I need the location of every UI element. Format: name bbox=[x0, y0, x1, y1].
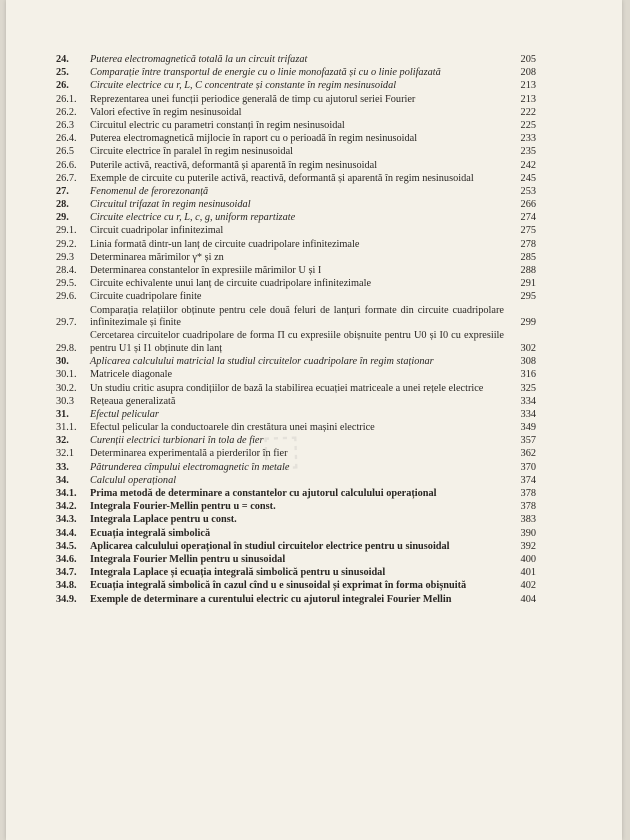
toc-entry-number: 29.6. bbox=[56, 291, 77, 303]
toc-entry-page: 378 bbox=[520, 501, 536, 513]
toc-entry-title: Matricele diagonale bbox=[90, 369, 173, 381]
toc-entry bbox=[56, 422, 536, 435]
toc-entry-page: 225 bbox=[520, 119, 536, 131]
toc-entry-title: Calculul operațional bbox=[90, 474, 177, 486]
toc-entry bbox=[56, 580, 536, 593]
toc-entry-page: 392 bbox=[520, 540, 536, 552]
toc-entry-number: 26.4. bbox=[56, 133, 77, 145]
toc-entry-title: Circuite electrice cu r, L, c, g, uniform repartizate bbox=[90, 212, 296, 224]
toc-entry-title: Efectul pelicular bbox=[90, 408, 159, 420]
toc-entry bbox=[56, 291, 536, 304]
toc-entry bbox=[56, 594, 536, 607]
toc-entry bbox=[56, 173, 536, 186]
toc-entry bbox=[56, 409, 536, 422]
toc-entry-number: 30. bbox=[56, 356, 69, 368]
toc-entry-number: 29.1. bbox=[56, 225, 77, 237]
toc-entry-title: Circuite cuadripolare finite bbox=[90, 291, 202, 303]
toc-entry-title: Aplicarea calculului matricial la studiul circuitelor cuadripolare în regim staționar bbox=[90, 356, 434, 368]
toc-entry-number: 26.7. bbox=[56, 172, 77, 184]
toc-entry bbox=[56, 199, 536, 212]
toc-entry bbox=[56, 305, 536, 330]
toc-entry-page: 383 bbox=[520, 514, 536, 526]
toc-entry-title: Linia formată dintr-un lanț de circuite cuadripolare infinitezimale bbox=[90, 238, 360, 250]
toc-entry-number: 28.4. bbox=[56, 265, 77, 276]
toc-entry bbox=[56, 186, 536, 199]
toc-entry-number: 30.1. bbox=[56, 369, 77, 381]
toc-entry bbox=[56, 265, 536, 278]
toc-entry-number: 26.2. bbox=[56, 106, 77, 118]
toc-entry-title: Cercetarea circuitelor cuadripolare de forma Π cu expresiile obișnuite pentru U0 și I0 cu expresiile pentru U1 și I1 obținute din lanț bbox=[90, 330, 504, 354]
toc-entry-number: 31.1. bbox=[56, 422, 77, 434]
watermark: ⬚ bbox=[260, 424, 302, 475]
toc-entry bbox=[56, 278, 536, 291]
toc-entry-page: 374 bbox=[520, 474, 536, 486]
toc-entry-page: 205 bbox=[520, 54, 536, 65]
toc-entry-title: Curenții electrici turbionari în tola de fier bbox=[90, 435, 264, 447]
toc-entry-title: Un studiu critic asupra condițiilor de bază la stabilirea ecuației matriceale a unei rețele electrice bbox=[90, 382, 484, 394]
toc-entry-page: 245 bbox=[520, 172, 536, 184]
toc-entry-page: 266 bbox=[520, 199, 536, 211]
toc-entry bbox=[56, 462, 536, 475]
toc-entry-title: Valori efective în regim nesinusoidal bbox=[90, 106, 242, 118]
toc-entry-number: 29.3 bbox=[56, 251, 75, 263]
toc-entry bbox=[56, 133, 536, 146]
toc-entry bbox=[56, 252, 536, 265]
table-of-contents bbox=[56, 54, 536, 607]
toc-entry bbox=[56, 514, 536, 527]
toc-entry-number: 29. bbox=[56, 212, 69, 224]
toc-entry-number: 34.8. bbox=[56, 580, 77, 592]
toc-entry bbox=[56, 396, 536, 409]
toc-entry-number: 34.9. bbox=[56, 593, 77, 605]
toc-entry bbox=[56, 435, 536, 448]
toc-entry-number: 32. bbox=[56, 435, 69, 447]
toc-entry-page: 222 bbox=[520, 106, 536, 118]
toc-entry-number: 29.5. bbox=[56, 278, 77, 290]
toc-entry-number: 33. bbox=[56, 461, 69, 473]
toc-entry-number: 34.4. bbox=[56, 527, 77, 539]
toc-entry-page: 390 bbox=[520, 527, 536, 539]
toc-entry-number: 34. bbox=[56, 474, 69, 486]
toc-entry-number: 26.6. bbox=[56, 159, 77, 171]
toc-entry-page: 285 bbox=[520, 251, 536, 263]
toc-entry-title: Comparație între transportul de energie cu o linie monofazată și cu o linie polifazată bbox=[90, 67, 441, 79]
toc-entry bbox=[56, 120, 536, 133]
toc-entry-title: Prima metodă de determinare a constantelor cu ajutorul calculului operațional bbox=[90, 488, 437, 499]
toc-entry bbox=[56, 212, 536, 225]
toc-entry bbox=[56, 225, 536, 238]
toc-entry-number: 30.3 bbox=[56, 395, 75, 407]
toc-entry-number: 26.1. bbox=[56, 93, 77, 105]
toc-entry bbox=[56, 383, 536, 396]
toc-entry-page: 288 bbox=[520, 265, 536, 276]
toc-entry-title: Determinarea mărimilor γ* și zn bbox=[90, 251, 224, 263]
toc-entry-page: 370 bbox=[520, 461, 536, 473]
toc-entry-page: 362 bbox=[520, 448, 536, 460]
toc-entry bbox=[56, 541, 536, 554]
toc-entry bbox=[56, 160, 536, 173]
toc-entry-number: 27. bbox=[56, 185, 69, 197]
toc-entry-number: 29.7. bbox=[56, 317, 77, 329]
toc-entry-page: 242 bbox=[520, 159, 536, 171]
toc-entry-title: Puterea electromagnetică totală la un circuit trifazat bbox=[90, 54, 308, 65]
toc-entry bbox=[56, 528, 536, 541]
toc-entry bbox=[56, 488, 536, 501]
toc-entry-page: 213 bbox=[520, 80, 536, 92]
toc-entry-number: 29.8. bbox=[56, 342, 77, 354]
toc-entry-number: 34.3. bbox=[56, 514, 77, 526]
toc-entry-title: Efectul pelicular la conductoarele din crestătura unei mașini electrice bbox=[90, 422, 375, 434]
toc-entry-number: 24. bbox=[56, 54, 69, 65]
toc-entry-number: 34.6. bbox=[56, 553, 77, 565]
toc-entry-title: Fenomenul de ferorezonanță bbox=[90, 185, 209, 197]
toc-entry-number: 26.3 bbox=[56, 119, 75, 131]
toc-entry-number: 30.2. bbox=[56, 382, 77, 394]
toc-entry-page: 378 bbox=[520, 488, 536, 499]
toc-entry-title: Ecuația integrală simbolică în cazul cînd u e sinusoidal și exprimat în forma obișnuită bbox=[90, 580, 467, 592]
toc-entry-title: Circuite electrice cu r, L, C concentrate și constante în regim nesinusoidal bbox=[90, 80, 397, 92]
toc-entry-number: 34.1. bbox=[56, 488, 77, 499]
toc-entry-page: 299 bbox=[520, 317, 536, 329]
toc-entry-page: 334 bbox=[520, 408, 536, 420]
toc-entry bbox=[56, 330, 536, 355]
toc-entry-title: Integrala Laplace și ecuația integrală simbolică pentru u sinusoidal bbox=[90, 567, 386, 579]
toc-entry-page: 253 bbox=[520, 185, 536, 197]
toc-entry-title: Aplicarea calculului operațional în studiul circuitelor electrice pentru u sinusoidal bbox=[90, 540, 450, 552]
toc-entry-title: Ecuația integrală simbolică bbox=[90, 527, 211, 539]
toc-entry-title: Integrala Fourier-Mellin pentru u = const. bbox=[90, 501, 276, 513]
toc-entry-title: Reprezentarea unei funcții periodice generală de timp cu ajutorul seriei Fourier bbox=[90, 93, 416, 105]
toc-entry bbox=[56, 501, 536, 514]
toc-entry-page: 357 bbox=[520, 435, 536, 447]
toc-entry-page: 233 bbox=[520, 133, 536, 145]
toc-entry bbox=[56, 448, 536, 461]
toc-entry-number: 26. bbox=[56, 80, 69, 92]
toc-entry bbox=[56, 369, 536, 382]
toc-entry-title: Determinarea constantelor în expresiile mărimilor U și I bbox=[90, 265, 322, 276]
toc-entry-title: Puterea electromagnetică mijlocie în raport cu o perioadă în regim nesinusoidal bbox=[90, 133, 418, 145]
toc-entry bbox=[56, 567, 536, 580]
toc-entry-page: 275 bbox=[520, 225, 536, 237]
toc-entry-title: Pătrunderea cîmpului electromagnetic în metale bbox=[90, 461, 290, 473]
toc-entry bbox=[56, 146, 536, 159]
toc-entry-title: Circuitul trifazat în regim nesinusoidal bbox=[90, 199, 251, 211]
toc-entry-number: 26.5 bbox=[56, 146, 75, 158]
toc-entry-title: Integrala Laplace pentru u const. bbox=[90, 514, 237, 526]
toc-entry-title: Circuite echivalente unui lanț de circuite cuadripolare infinitezimale bbox=[90, 278, 372, 290]
toc-entry-title: Circuite electrice în paralel în regim nesinusoidal bbox=[90, 146, 294, 158]
toc-entry-page: 302 bbox=[520, 342, 536, 354]
toc-entry-page: 402 bbox=[520, 580, 536, 592]
toc-entry-title: Circuitul electric cu parametri constanți în regim nesinusoidal bbox=[90, 119, 345, 131]
toc-entry-title: Exemple de circuite cu puterile activă, reactivă, deformantă și aparentă în regim nesinusoidal bbox=[90, 172, 474, 184]
toc-entry-page: 278 bbox=[520, 238, 536, 250]
toc-entry-page: 334 bbox=[520, 395, 536, 407]
toc-entry-page: 400 bbox=[520, 553, 536, 565]
toc-entry-number: 34.2. bbox=[56, 501, 77, 513]
toc-entry bbox=[56, 356, 536, 369]
toc-entry bbox=[56, 67, 536, 80]
toc-entry-title: Comparația relațiilor obținute pentru cele două feluri de lanțuri formate din circuite cuadripolare infinitezimale și finite bbox=[90, 304, 504, 329]
toc-entry-number: 34.7. bbox=[56, 567, 77, 579]
toc-entry-number: 31. bbox=[56, 408, 69, 420]
book-page bbox=[6, 0, 622, 840]
toc-entry bbox=[56, 94, 536, 107]
toc-entry-number: 28. bbox=[56, 199, 69, 211]
toc-entry bbox=[56, 54, 536, 67]
toc-entry-number: 34.5. bbox=[56, 540, 77, 552]
toc-entry-number: 32.1 bbox=[56, 448, 75, 460]
toc-entry-title: Rețeaua generalizată bbox=[90, 395, 176, 407]
toc-entry-page: 401 bbox=[520, 567, 536, 579]
toc-entry bbox=[56, 80, 536, 93]
toc-entry-title: Determinarea experimentală a pierderilor în fier bbox=[90, 448, 288, 460]
toc-entry-page: 208 bbox=[520, 67, 536, 79]
toc-entry-page: 316 bbox=[520, 369, 536, 381]
toc-entry-page: 213 bbox=[520, 93, 536, 105]
toc-entry-page: 274 bbox=[520, 212, 536, 224]
toc-entry-page: 235 bbox=[520, 146, 536, 158]
toc-entry-title: Exemple de determinare a curentului electric cu ajutorul integralei Fourier Mellin bbox=[90, 593, 452, 605]
toc-entry-page: 308 bbox=[520, 356, 536, 368]
toc-entry-page: 295 bbox=[520, 291, 536, 303]
toc-entry-title: Integrala Fourier Mellin pentru u sinusoidal bbox=[90, 553, 286, 565]
toc-entry-title: Puterile activă, reactivă, deformantă și aparentă în regim nesinusoidal bbox=[90, 159, 378, 171]
toc-entry-page: 325 bbox=[520, 382, 536, 394]
toc-entry-title: Circuit cuadripolar infinitezimal bbox=[90, 225, 224, 237]
toc-entry bbox=[56, 475, 536, 488]
toc-entry-page: 404 bbox=[520, 593, 536, 605]
toc-entry-number: 25. bbox=[56, 67, 69, 79]
toc-entry-number: 29.2. bbox=[56, 238, 77, 250]
toc-entry bbox=[56, 239, 536, 252]
toc-entry bbox=[56, 554, 536, 567]
toc-entry-page: 349 bbox=[520, 422, 536, 434]
toc-entry bbox=[56, 107, 536, 120]
toc-entry-page: 291 bbox=[520, 278, 536, 290]
